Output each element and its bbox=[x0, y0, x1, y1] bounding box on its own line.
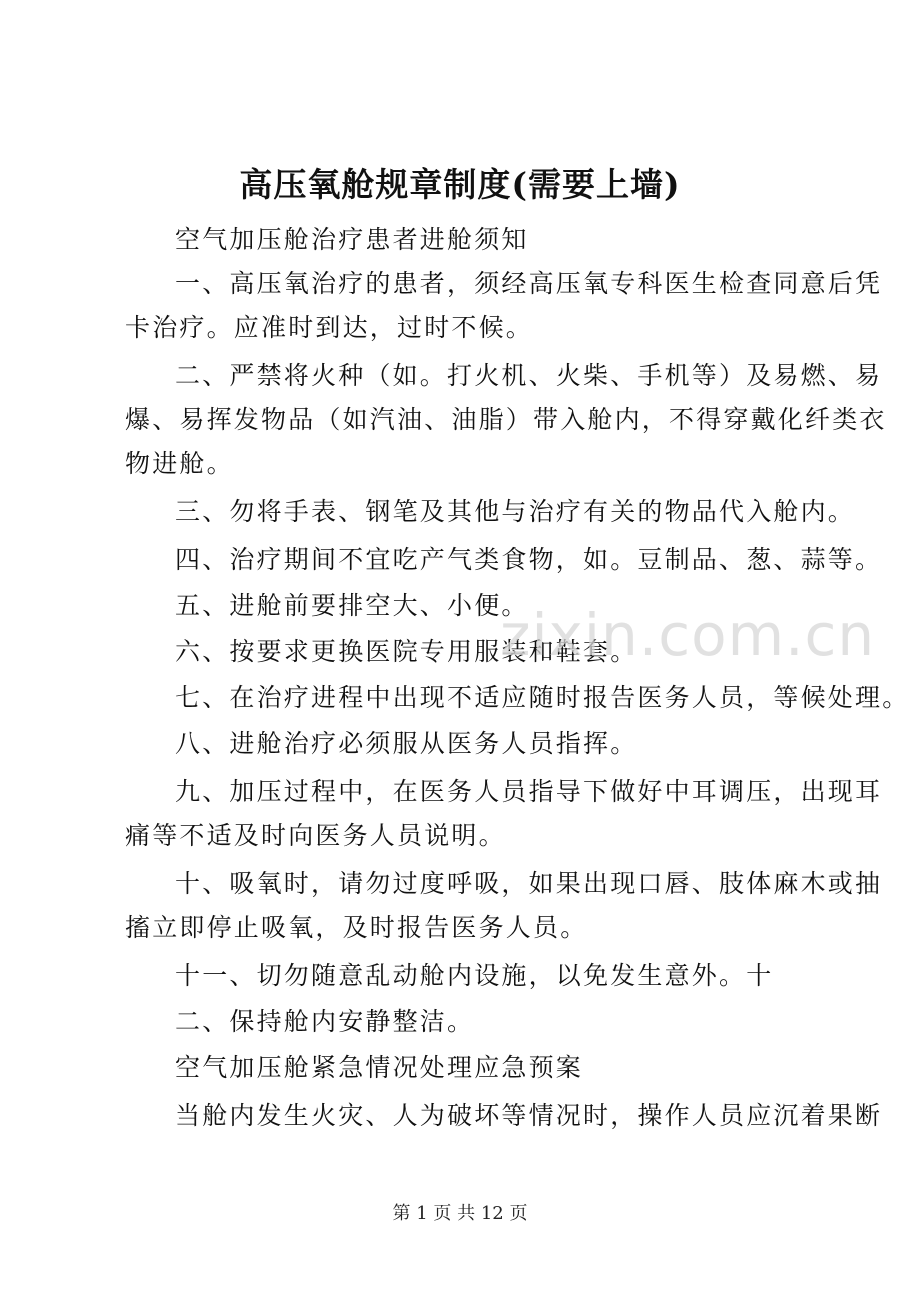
paragraph-line: 一、高压氧治疗的患者，须经高压氧专科医生检查同意后凭 bbox=[175, 269, 883, 298]
paragraph-line: 六、按要求更换医院专用服装和鞋套。 bbox=[175, 637, 638, 666]
paragraph-line: 痛等不适及时向医务人员说明。 bbox=[125, 821, 506, 850]
paragraph-line: 三、勿将手表、钢笔及其他与治疗有关的物品代入舱内。 bbox=[175, 497, 856, 526]
paragraph-line: 当舱内发生火灾、人为破坏等情况时，操作人员应沉着果断 bbox=[175, 1101, 883, 1130]
document-title: 高压氧舱规章制度(需要上墙) bbox=[239, 165, 681, 204]
paragraph-line: 七、在治疗进程中出现不适应随时报告医务人员，等候处理。 bbox=[175, 683, 910, 712]
paragraph-line: 五、进舱前要排空大、小便。 bbox=[175, 591, 529, 620]
section-heading-emergency-plan: 空气加压舱紧急情况处理应急预案 bbox=[175, 1053, 584, 1082]
paragraph-line: 爆、易挥发物品（如汽油、油脂）带入舱内，不得穿戴化纤类衣 bbox=[125, 405, 887, 434]
paragraph-line: 二、严禁将火种（如。打火机、火柴、手机等）及易燃、易 bbox=[175, 361, 883, 390]
section-heading-entry-notice: 空气加压舱治疗患者进舱须知 bbox=[175, 225, 529, 254]
paragraph-line: 八、进舱治疗必须服从医务人员指挥。 bbox=[175, 729, 638, 758]
paragraph-line: 卡治疗。应准时到达，过时不候。 bbox=[125, 313, 534, 342]
paragraph-line: 搐立即停止吸氧，及时报告医务人员。 bbox=[125, 913, 588, 942]
paragraph-line: 物进舱。 bbox=[125, 449, 234, 478]
paragraph-line: 十、吸氧时，请勿过度呼吸，如果出现口唇、肢体麻木或抽 bbox=[175, 869, 883, 898]
page-footer: 第 1 页 共 12 页 bbox=[392, 1203, 528, 1224]
paragraph-line: 十一、切勿随意乱动舱内设施，以免发生意外。十 bbox=[175, 961, 774, 990]
paragraph-line: 四、治疗期间不宜吃产气类食物，如。豆制品、葱、蒜等。 bbox=[175, 545, 883, 574]
paragraph-line: 二、保持舱内安静整洁。 bbox=[175, 1007, 475, 1036]
watermark: zixin.com.cn bbox=[500, 601, 876, 669]
paragraph-line: 九、加压过程中，在医务人员指导下做好中耳调压，出现耳 bbox=[175, 777, 883, 806]
